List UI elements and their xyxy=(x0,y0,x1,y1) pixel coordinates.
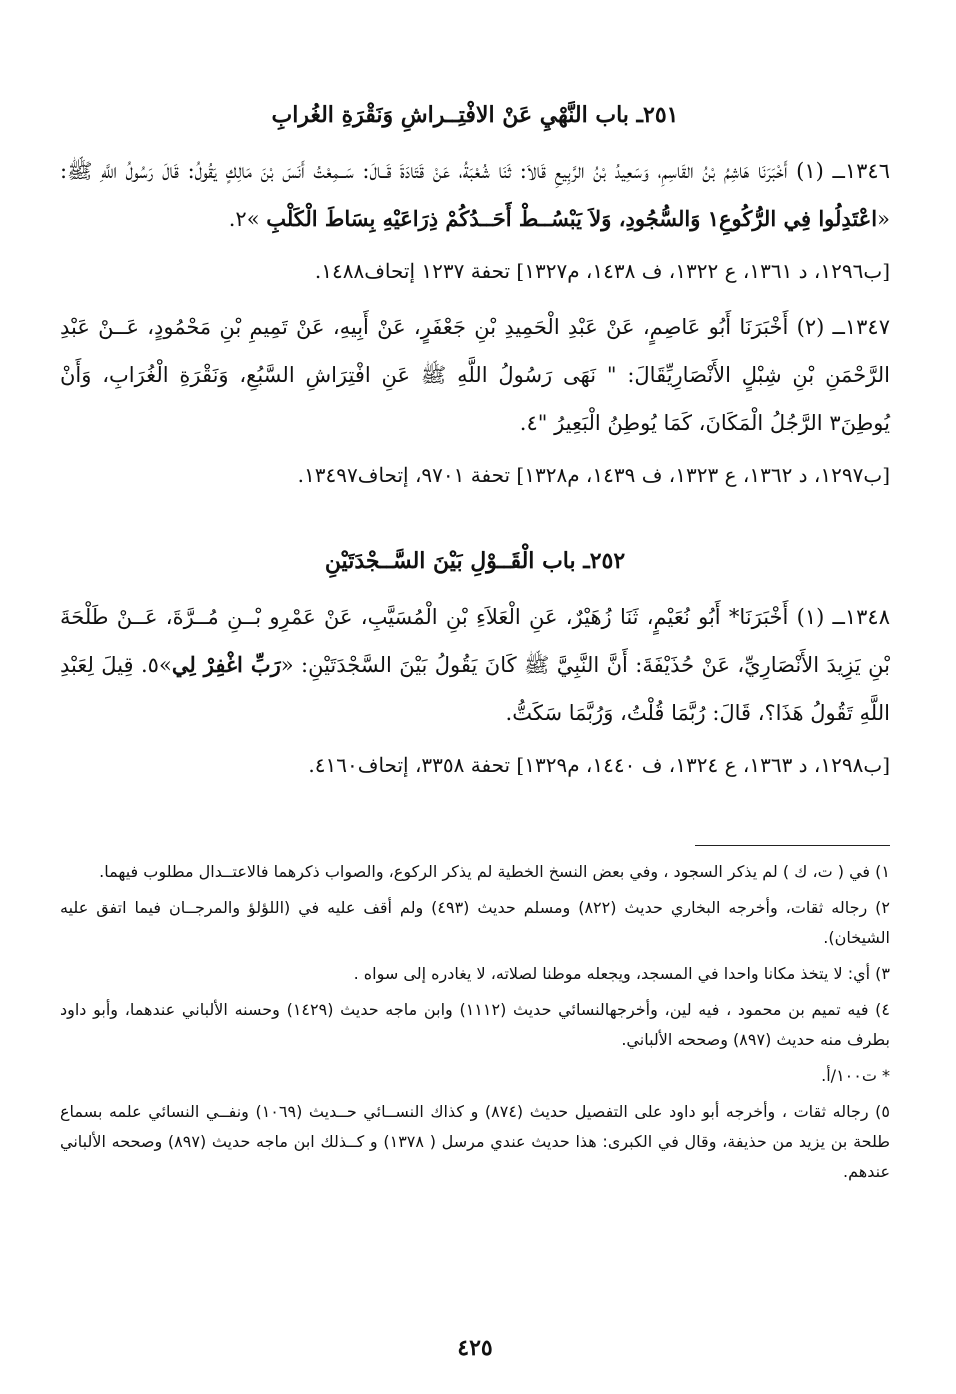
chapter-252 xyxy=(60,541,890,787)
footnote-divider xyxy=(695,845,890,846)
footnote: ٣) أي: لا يتخذ مكانا واحدا في المسجد، ويجعله موطنا لصلاته، لا يغادره إلى سواه . xyxy=(353,964,890,983)
footnote: * ت١٠٠/أ. xyxy=(821,1066,890,1085)
page-number: ٤٢٥ xyxy=(457,1335,493,1361)
book-page xyxy=(60,95,890,1375)
hadith-text: ١٣٤٨ــ (١) أَخْبَرَنَا* أَبُو نُعَيْمٍ، ثَنَا زُهَيْرٌ، عَنِ الْعَلاَءِ بْنِ الْمُسَيَّبِ، عَنْ عَمْرِو بْــنِ مُــرَّةَ، عَــنْ طَلْحَةَ بْنِ يَزِيدَ الأَنْصَارِيِّ، عَنْ حُذَيْفَةَ: أَنَّ النَّبِيَّ ﷺ كَانَ يَقُولُ بَيْنَ السَّجْدَتَيْنِ: « xyxy=(60,605,890,677)
hadith-1346 xyxy=(60,147,890,243)
chapter-title: ٢٥١ـ باب النَّهْيِ عَنْ الافْتِــراشِ وَنَقْرَةِ الغُرابِ xyxy=(271,102,679,128)
hadith-matn-bold: رَبِّ اغْفِرْ لِي xyxy=(171,652,281,677)
chapter-title: ٢٥٢ـ باب الْقَــوْلِ بَيْنَ السَّــجْدَتَيْنِ xyxy=(324,548,626,574)
hadith-text: ١٣٤٦ــ (١) أَخْبَرَنَا هَاشِمُ بْنُ القَاسِمِ، وَسَعِيدُ بْنُ الرَّبِيعِ قَالاَ: ثَنَا شُعْبَةُ، عَنْ قَتَادَةَ قَــالَ: سَــمِعْتُ أَنَسَ بْنَ مَالِكٍ يَقُولُ: قَالَ رَسُولُ اللَّهِ ﷺ: « xyxy=(60,159,890,231)
hadith-reference: [ب١٢٩٦، د ١٣٦١، ع ١٣٢٢، ف ١٤٣٨، م١٣٢٧] تحفة ١٢٣٧ إتحاف١٤٨٨. xyxy=(314,259,890,283)
footnotes xyxy=(60,857,890,1193)
hadith-text-tail: »٥. قِيلَ لِعَبْدِ اللَّهِ تَقُولُ هَذَا؟، قَالَ: رُبَّمَا قُلْتُ، وَرُبَّمَا سَكَتُّ. xyxy=(60,653,890,725)
hadith-matn-bold: اعْتَدِلُوا فِي الرُّكُوعِ١ وَالسُّجُودِ، وَلاَ يَبْسُــطْ أَحَــدُكُمْ ذِرَاعَيْهِ بِسَاطَ الْكَلْبِ xyxy=(266,206,878,231)
hadith-reference: [ب١٢٩٨، د ١٣٦٣، ع ١٣٢٤، ف ١٤٤٠، م١٣٢٩] تحفة ٣٣٥٨، إتحاف٤١٦٠. xyxy=(308,753,890,777)
footnote: ١) في ( ت، ك ) لم يذكر السجود ، وفي بعض النسخ الخطية لم يذكر الركوع، والصواب ذكرهما فالاعتــدال مطلوب فيهما. xyxy=(99,862,890,881)
hadith-1348 xyxy=(60,593,890,737)
hadith-1347 xyxy=(60,303,890,447)
footnote: ٥) رجاله ثقات ، وأخرجه أبو داود على التفصيل حديث (٨٧٤) و كذاك النســائي حــديث (١٠٦٩) ونفــي النسائي علمه بسماع طلحة بن يزيد من حذيفة، وقال في الكبرى: هذا حديث عندي مرسل ( ١٣٧٨) و كــذلك ابن ماجه حديث (٨٩٧) وصححه الألباني عندهم. xyxy=(60,1102,891,1181)
footnote: ٢) رجاله ثقات، وأخرجه البخاري حديث (٨٢٢) ومسلم حديث (٤٩٣) ولم أقف عليه في (اللؤلؤ والمرجــان فيما اتفق عليه الشيخان). xyxy=(60,898,890,947)
chapter-251 xyxy=(60,95,890,497)
hadith-text-tail: »٢. xyxy=(228,207,267,231)
footnote: ٤) فيه تميم بن محمود ، فيه لين، وأخرجهالنسائي حديث (١١١٢) وابن ماجه حديث (١٤٢٩) وحسنه الألباني عندهما، وأبو داود بطرف منه حديث (٨٩٧) وصححه الألباني. xyxy=(60,1000,891,1049)
hadith-reference: [ب١٢٩٧، د ١٣٦٢، ع ١٣٢٣، ف ١٤٣٩، م١٣٢٨] تحفة ٩٧٠١، إتحاف١٣٤٩٧. xyxy=(297,463,890,487)
hadith-text: ١٣٤٧ــ (٢) أَخْبَرَنَا أَبُو عَاصِمٍ، عَنْ عَبْدِ الْحَمِيدِ بْنِ جَعْفَرٍ، عَنْ أَبِيهِ، عَنْ تَمِيمِ بْنِ مَحْمُودٍ، عَــنْ عَبْدِ الرَّحْمَنِ بْنِ شِبْلٍ الأَنْصَارِيِّقَالَ: " نَهَى رَسُولُ اللَّهِ ﷺ عَنِ افْتِرَاشِ السَّبُعِ، وَنَقْرَةِ الْغُرَابِ، وَأَنْ يُوطِنَ٣ الرَّجُلُ الْمَكَانَ، كَمَا يُوطِنُ الْبَعِيرُ "٤. xyxy=(60,315,890,435)
